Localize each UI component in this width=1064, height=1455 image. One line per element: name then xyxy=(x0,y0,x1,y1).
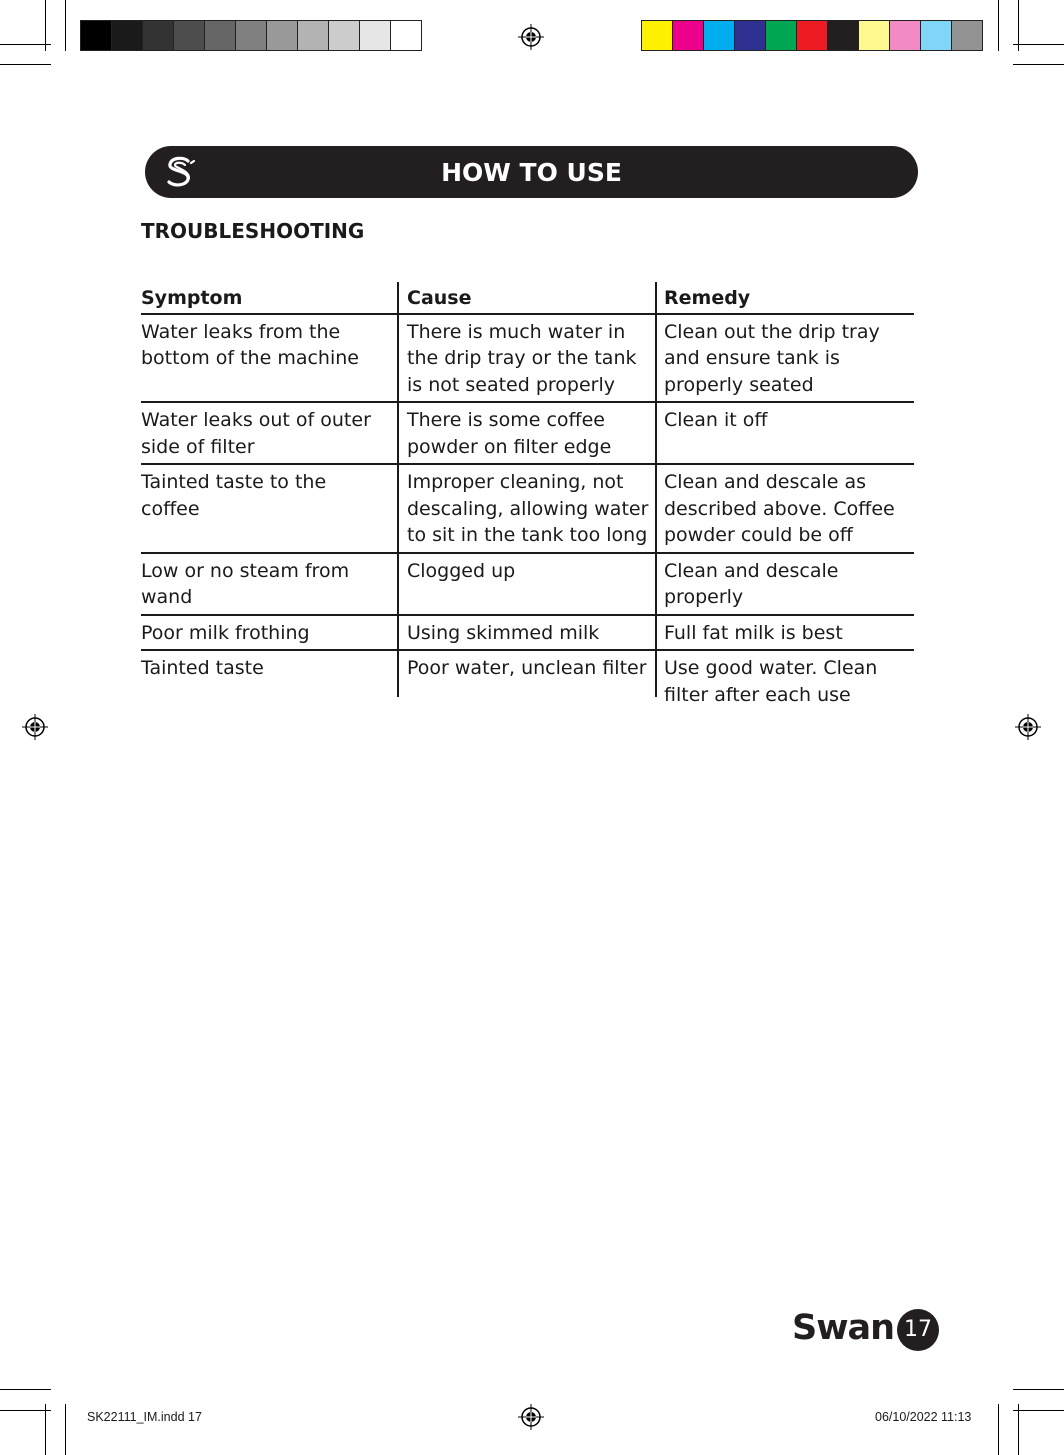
table-row xyxy=(141,651,914,711)
color-swatch xyxy=(641,20,673,51)
section-header-bar xyxy=(145,146,918,198)
gray-swatch xyxy=(80,20,112,51)
cause-cell: Clogged up xyxy=(407,559,516,582)
color-swatch xyxy=(858,20,890,51)
remedy-cell: Clean and descale as described above. Coffee powder could be off xyxy=(664,471,895,546)
gray-swatch xyxy=(111,20,143,51)
cause-cell: Improper cleaning, not descaling, allowing water to sit in the tank too long xyxy=(407,471,649,546)
color-swatch xyxy=(672,20,704,51)
remedy-cell: Clean out the drip tray and ensure tank is properly seated xyxy=(664,320,880,396)
color-swatch xyxy=(765,20,797,51)
table-row xyxy=(141,465,914,554)
column-header-cause: Cause xyxy=(407,287,472,309)
symptom-cell: Tainted taste xyxy=(141,657,264,679)
section-title: HOW TO USE xyxy=(441,158,622,187)
cause-cell: There is some coffee powder on filter edge xyxy=(407,409,612,458)
remedy-cell: Full fat milk is best xyxy=(664,621,843,644)
remedy-cell: Use good water. Clean filter after each use xyxy=(664,657,878,706)
gray-swatch xyxy=(142,20,174,51)
symptom-cell: Water leaks from the bottom of the machine xyxy=(141,320,359,369)
cause-cell: There is much water in the drip tray or the tank is not seated properly xyxy=(407,320,637,396)
remedy-cell: Clean and descale properly xyxy=(664,559,839,608)
registration-mark-icon xyxy=(1015,714,1041,740)
gray-swatch xyxy=(359,20,391,51)
table-row xyxy=(141,403,914,465)
color-swatch xyxy=(889,20,921,51)
registration-mark-icon xyxy=(518,24,544,50)
table-row xyxy=(141,554,914,616)
gray-swatch xyxy=(297,20,329,51)
color-swatch xyxy=(734,20,766,51)
color-swatch xyxy=(920,20,952,51)
swan-brand-logo: Swan xyxy=(792,1308,895,1348)
troubleshooting-heading: TROUBLESHOOTING xyxy=(141,219,365,243)
cause-cell: Poor water, unclean filter xyxy=(407,657,647,679)
color-swatch xyxy=(951,20,983,51)
page-number-badge: 17 xyxy=(897,1309,939,1351)
slug-date-info: 06/10/2022 11:13 xyxy=(875,1410,972,1424)
symptom-cell: Tainted taste to the coffee xyxy=(141,471,327,520)
gray-swatch xyxy=(235,20,267,51)
column-header-remedy: Remedy xyxy=(664,287,751,309)
table-row xyxy=(141,616,914,652)
gray-swatch xyxy=(328,20,360,51)
gray-swatch xyxy=(390,20,422,51)
registration-mark-icon xyxy=(22,714,48,740)
registration-mark-icon xyxy=(518,1404,544,1430)
color-swatch xyxy=(827,20,859,51)
table-row xyxy=(141,315,914,404)
symptom-cell: Water leaks out of outer side of filter xyxy=(141,409,371,458)
color-swatch xyxy=(796,20,828,51)
slug-file-info: SK22111_IM.indd 17 xyxy=(87,1410,202,1424)
symptom-cell: Poor milk frothing xyxy=(141,621,310,644)
symptom-cell: Low or no steam from wand xyxy=(141,559,350,608)
cause-cell: Using skimmed milk xyxy=(407,621,600,644)
gray-swatch xyxy=(204,20,236,51)
table-header-row xyxy=(141,282,914,315)
troubleshooting-table xyxy=(141,282,914,711)
gray-swatch xyxy=(173,20,205,51)
column-header-symptom: Symptom xyxy=(141,287,243,309)
color-swatch xyxy=(703,20,735,51)
gray-swatch xyxy=(266,20,298,51)
remedy-cell: Clean it off xyxy=(664,409,768,431)
